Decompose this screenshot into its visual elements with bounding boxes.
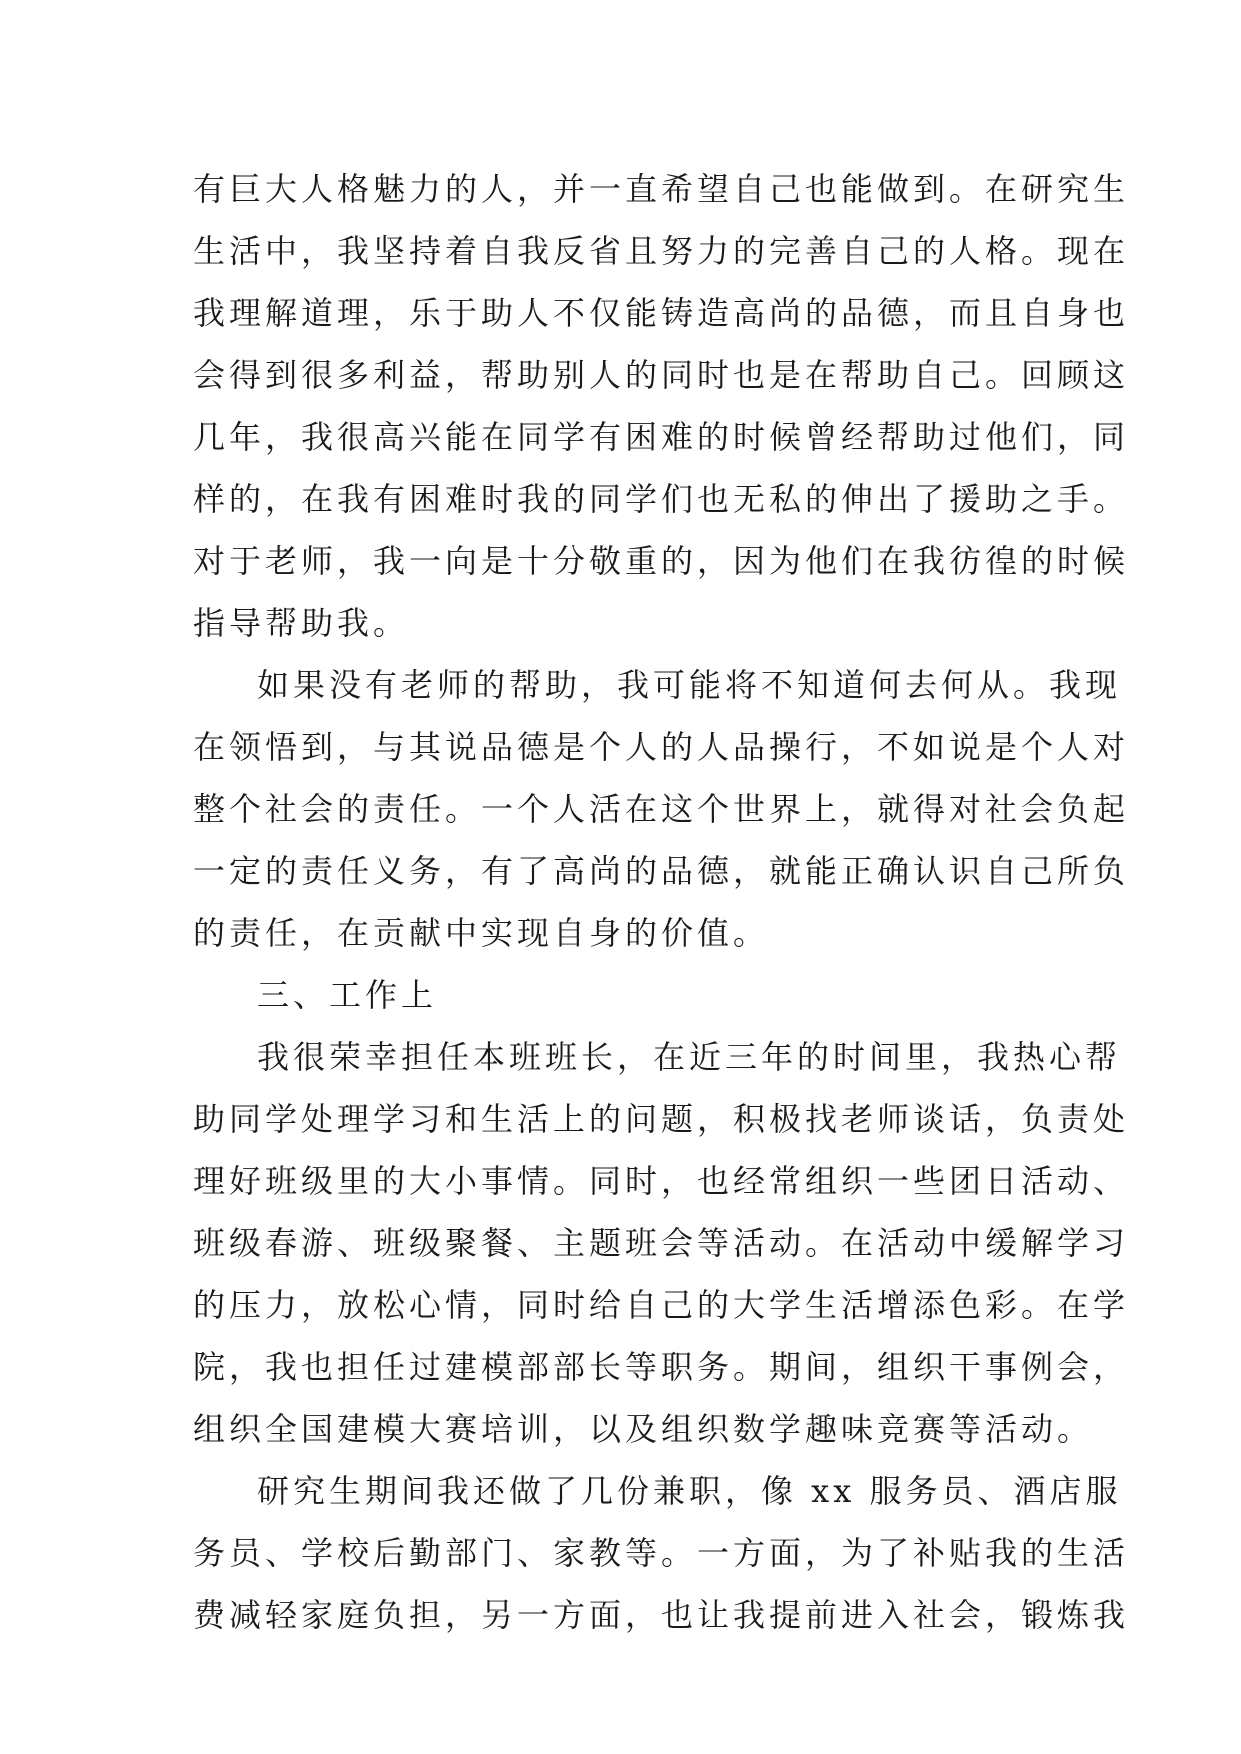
- text-line: 组织全国建模大赛培训，以及组织数学趣味竞赛等活动。: [193, 1410, 1094, 1448]
- text-line: 整个社会的责任。一个人活在这个世界上，就得对社会负起: [193, 790, 1130, 828]
- text-line: 有巨大人格魅力的人，并一直希望自己也能做到。在研究生: [193, 170, 1130, 208]
- text-line: 指导帮助我。: [193, 604, 410, 642]
- text-line: 在领悟到，与其说品德是个人的人品操行，不如说是个人对: [193, 728, 1130, 766]
- section-heading: 三、工作上: [257, 976, 438, 1014]
- body-text: [193, 158, 1130, 1646]
- text-line: 班级春游、班级聚餐、主题班会等活动。在活动中缓解学习: [193, 1224, 1130, 1262]
- text-line: 理好班级里的大小事情。同时，也经常组织一些团日活动、: [193, 1162, 1130, 1200]
- text-line: 会得到很多利益，帮助别人的同时也是在帮助自己。回顾这: [193, 356, 1130, 394]
- text-line: 如果没有老师的帮助，我可能将不知道何去何从。我现: [257, 666, 1122, 704]
- text-line: 研究生期间我还做了几份兼职，像 xx 服务员、酒店服: [257, 1472, 1122, 1510]
- text-line: 样的，在我有困难时我的同学们也无私的伸出了援助之手。: [193, 480, 1130, 518]
- text-line: 务员、学校后勤部门、家教等。一方面，为了补贴我的生活: [193, 1534, 1130, 1572]
- text-line: 助同学处理学习和生活上的问题，积极找老师谈话，负责处: [193, 1100, 1130, 1138]
- text-line: 生活中，我坚持着自我反省且努力的完善自己的人格。现在: [193, 232, 1130, 270]
- text-line: 院，我也担任过建模部部长等职务。期间，组织干事例会，: [193, 1348, 1130, 1386]
- text-line: 几年，我很高兴能在同学有困难的时候曾经帮助过他们，同: [193, 418, 1130, 456]
- text-line: 费减轻家庭负担，另一方面，也让我提前进入社会，锻炼我: [193, 1596, 1130, 1634]
- text-line: 我理解道理，乐于助人不仅能铸造高尚的品德，而且自身也: [193, 294, 1130, 332]
- text-line: 对于老师，我一向是十分敬重的，因为他们在我彷徨的时候: [193, 542, 1130, 580]
- text-line: 一定的责任义务，有了高尚的品德，就能正确认识自己所负: [193, 852, 1130, 890]
- text-line: 的压力，放松心情，同时给自己的大学生活增添色彩。在学: [193, 1286, 1130, 1324]
- text-line: 我很荣幸担任本班班长，在近三年的时间里，我热心帮: [257, 1038, 1122, 1076]
- text-line: 的责任，在贡献中实现自身的价值。: [193, 914, 770, 952]
